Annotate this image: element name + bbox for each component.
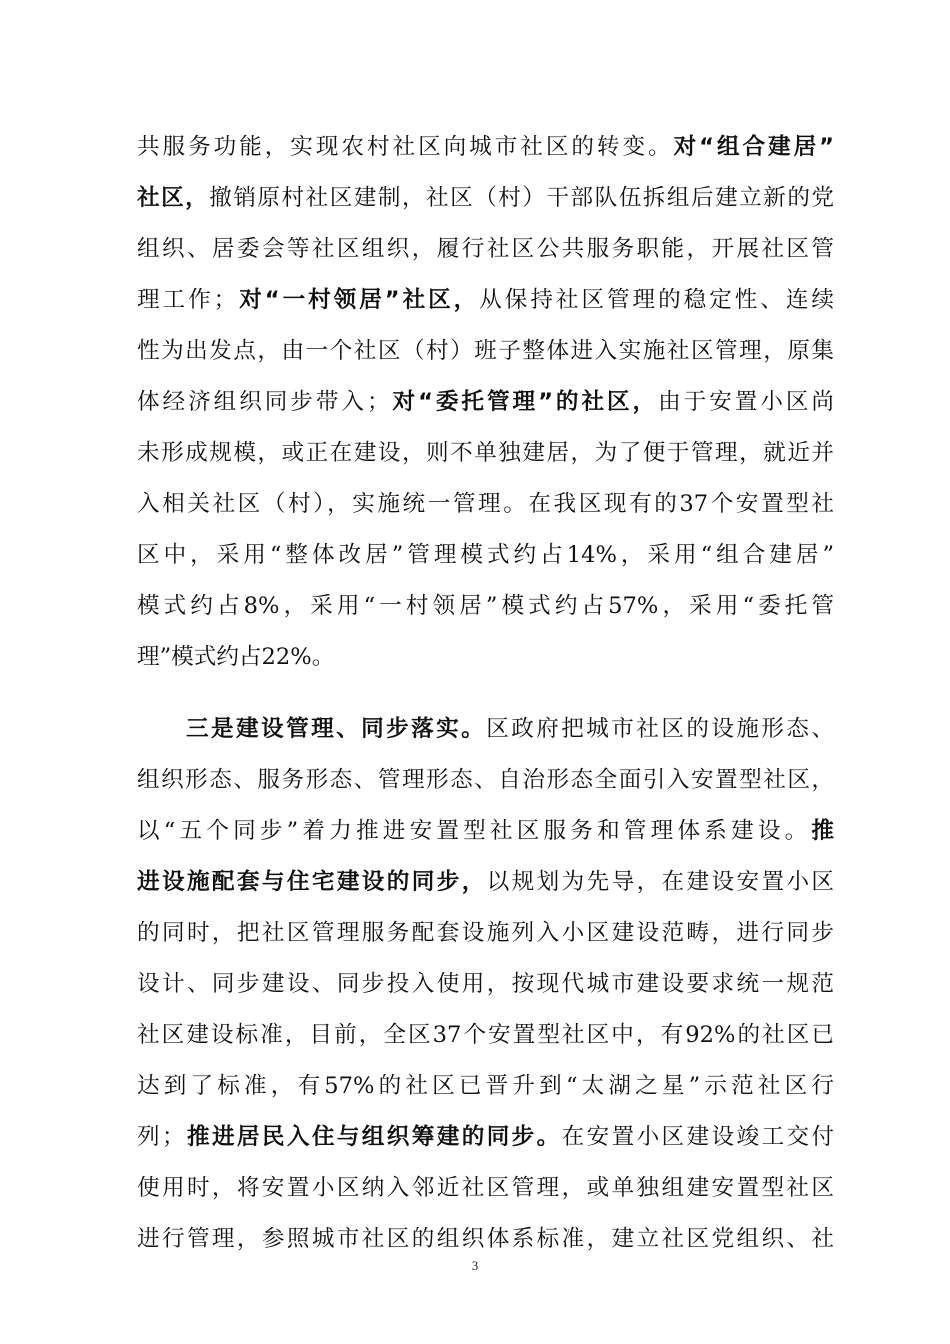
bold-phrase: 推 bbox=[811, 818, 834, 844]
bold-phrase: 对“一村领居”社区， bbox=[236, 287, 480, 313]
bold-phrase: 进设施配套与住宅建设的同步， bbox=[137, 869, 487, 895]
text-line: 进行管理，参照城市社区的组织体系标准，建立社区党组织、社 bbox=[137, 1226, 834, 1252]
text-line: 三是建设管理、同步落实。区政府把城市社区的设施形态、 bbox=[186, 716, 834, 742]
page-number: 3 bbox=[471, 1258, 479, 1273]
text-line: 性为出发点，由一个社区（村）班子整体进入实施社区管理，原集 bbox=[137, 338, 834, 364]
paragraph-1 bbox=[137, 122, 834, 683]
text-line: 以“五个同步”着力推进安置型社区服务和管理体系建设。推 bbox=[137, 818, 834, 844]
text-line: 入相关社区（村），实施统一管理。在我区现有的37个安置型社 bbox=[137, 491, 834, 517]
paragraph-spacing bbox=[137, 683, 834, 704]
bold-phrase: 推进居民入住与组织筹建的同步。 bbox=[184, 1124, 562, 1150]
bold-phrase: 对“组合建居” bbox=[673, 134, 834, 160]
text-line: 组织、居委会等社区组织，履行社区公共服务职能，开展社区管 bbox=[137, 236, 834, 262]
text-line: 体经济组织同步带入；对“委托管理”的社区，由于安置小区尚 bbox=[137, 389, 834, 415]
text-line: 的同时，把社区管理服务配套设施列入小区建设范畴，进行同步 bbox=[137, 920, 834, 946]
text-line: 理工作；对“一村领居”社区，从保持社区管理的稳定性、连续 bbox=[137, 287, 834, 313]
bold-phrase: 三是建设管理、同步落实。 bbox=[186, 716, 487, 742]
text-line: 达到了标准，有57%的社区已晋升到“太湖之星”示范社区行 bbox=[137, 1073, 834, 1099]
text-line: 进设施配套与住宅建设的同步，以规划为先导，在建设安置小区 bbox=[137, 869, 834, 895]
text-line: 未形成规模，或正在建设，则不单独建居，为了便于管理，就近并 bbox=[137, 440, 834, 466]
text-line: 理”模式约占22%。 bbox=[137, 644, 335, 670]
bold-phrase: 社区， bbox=[137, 185, 210, 211]
text-line: 区中，采用“整体改居”管理模式约占14%，采用“组合建居” bbox=[137, 542, 834, 568]
text-line: 共服务功能，实现农村社区向城市社区的转变。对“组合建居” bbox=[137, 134, 834, 160]
text-line: 模式约占8%，采用“一村领居”模式约占57%，采用“委托管 bbox=[137, 593, 834, 619]
paragraph-2 bbox=[137, 704, 834, 1265]
text-line: 社区，撤销原村社区建制，社区（村）干部队伍拆组后建立新的党 bbox=[137, 185, 834, 211]
text-line: 社区建设标准，目前，全区37个安置型社区中，有92%的社区已 bbox=[137, 1022, 834, 1048]
text-line: 列；推进居民入住与组织筹建的同步。在安置小区建设竣工交付 bbox=[137, 1124, 834, 1150]
document-body bbox=[137, 122, 834, 1265]
text-line: 使用时，将安置小区纳入邻近社区管理，或单独组建安置型社区 bbox=[137, 1175, 834, 1201]
text-line: 设计、同步建设、同步投入使用，按现代城市建设要求统一规范 bbox=[137, 971, 834, 997]
text-line: 组织形态、服务形态、管理形态、自治形态全面引入安置型社区， bbox=[137, 767, 834, 793]
bold-phrase: 对“委托管理”的社区， bbox=[389, 389, 659, 415]
